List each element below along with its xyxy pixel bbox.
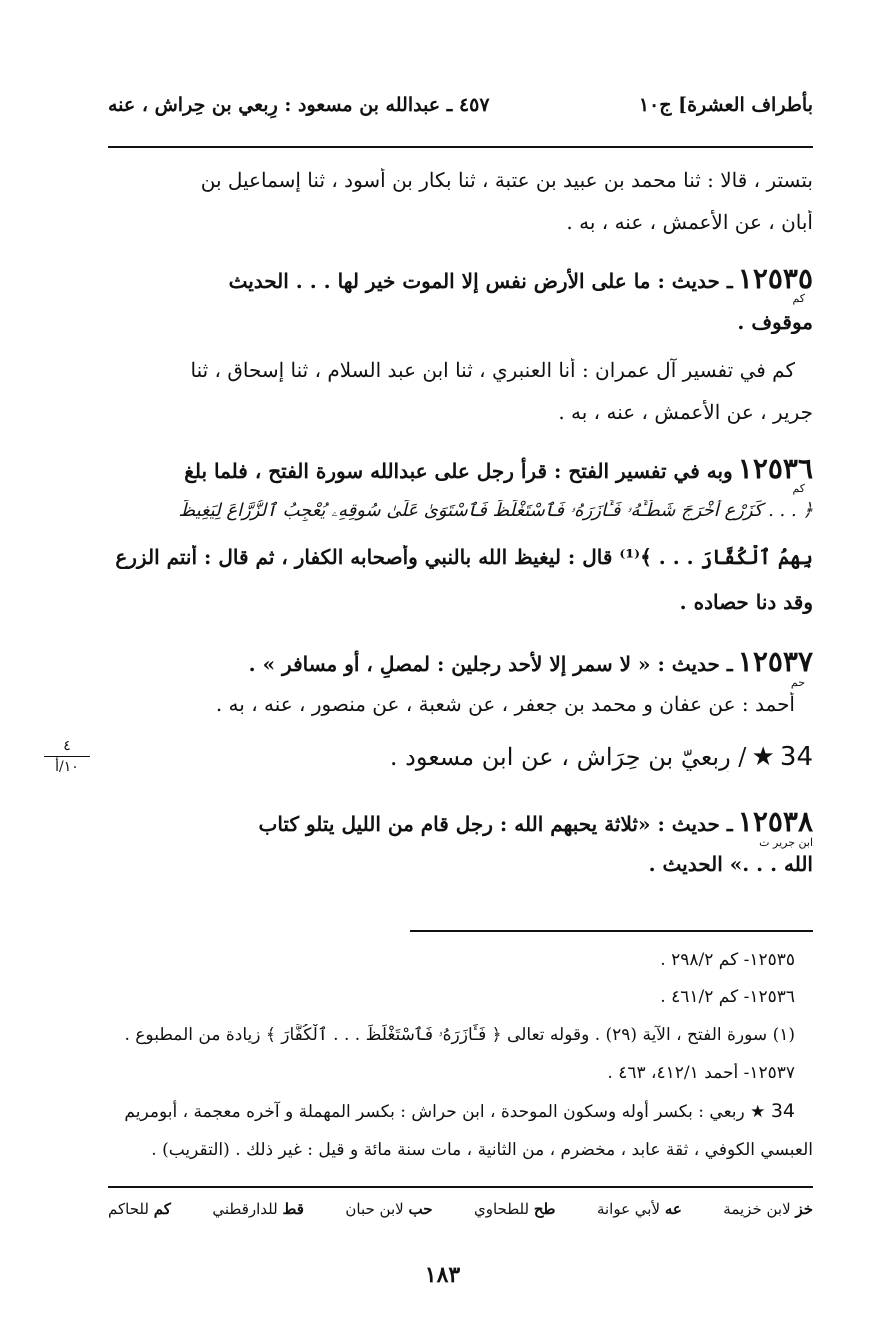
abbreviation-legend <box>108 1200 813 1218</box>
footnote-number: 34 <box>770 1100 795 1122</box>
legend-item: كم للحاكم <box>108 1200 171 1218</box>
header-volume: بأطراف العشرة] ج١٠ <box>638 94 813 116</box>
section-title: / رِبعيّ بن حِرَاش ، عن ابن مسعود . <box>389 743 747 771</box>
margin-note-bottom: ١٠/أ <box>55 759 79 775</box>
body-line: أبان ، عن الأعمش ، عنه ، به . <box>566 210 813 234</box>
hadith-text: ـ حديث : «ثلاثة يحبهم الله : رجل قام من الليل يتلو كتاب <box>258 812 733 836</box>
hadith-12538 <box>108 805 813 838</box>
page-number: ١٨٣ <box>424 1262 461 1288</box>
footnote: العبسي الكوفي ، ثقة عابد ، مخضرم ، من الثانية ، مات سنة مائة و قيل : غير ذلك . (التقريب) . <box>151 1140 813 1160</box>
body-line: بتستر ، قالا : ثنا محمد بن عبيد بن عتبة ، ثنا بكار بن أسود ، ثنا إسماعيل بن <box>200 168 813 192</box>
hadith-number: ١٢٥٣٨ <box>737 805 813 838</box>
hadith-number: ١٢٥٣٧ <box>737 645 813 678</box>
footnote: (١) سورة الفتح ، الآية (٢٩) . وقوله تعالى ﴿ فَـَٔازَرَهُۥ فَٱسْتَغْلَظَ . . . ٱلْكُفَّارَ ﴾ زيادة من المطبوع . <box>124 1025 795 1045</box>
hadith-text-cont: وقد دنا حصاده . <box>679 590 813 614</box>
hadith-12537 <box>108 645 813 678</box>
source-code: ابن جرير ت <box>759 836 813 849</box>
footnote: ١٢٥٣٧- أحمد ٤١٢/١، ٤٦٣ . <box>607 1063 795 1083</box>
footnote-34 <box>108 1100 795 1122</box>
section-34-heading <box>108 742 813 772</box>
legend-item: قط للدارقطني <box>212 1200 304 1218</box>
legend-item: عه لأبي عوانة <box>596 1200 682 1218</box>
isnad-line: أحمد : عن عفان و محمد بن جعفر ، عن شعبة ، عن منصور ، عنه ، به . <box>215 692 795 716</box>
hadith-text-cont: الله . . .» الحديث . <box>648 852 813 876</box>
isnad-line: كم في تفسير آل عمران : أنا العنبري ، ثنا ابن عبد السلام ، ثنا إسحاق ، ثنا <box>190 358 795 382</box>
margin-note-rule <box>44 756 90 757</box>
star-icon: ★ <box>751 742 775 772</box>
margin-note <box>44 738 90 775</box>
hadith-text-cont: بِهِمُ ٱلْكُفَّارَ . . . ﴾⁽¹⁾ قال : ليغيظ الله بالنبي وأصحابه الكفار ، ثم قال : أنتم الزرع <box>115 545 813 569</box>
source-code: حم <box>790 676 805 689</box>
isnad-line: جرير ، عن الأعمش ، عنه ، به . <box>558 400 813 424</box>
quran-verse: ﴿ . . . كَزَرْعٍ أَخْرَجَ شَطْـَٔهُۥ فَـَٔازَرَهُۥ فَٱسْتَغْلَظَ فَٱسْتَوَىٰ عَلَىٰ سُوقِهِۦ يُعْجِبُ ٱلزُّرَّاعَ لِيَغِيظَ <box>178 500 813 521</box>
legend-item: خز لابن خزيمة <box>723 1200 813 1218</box>
hadith-12536 <box>108 452 813 485</box>
legend-item: طح للطحاوي <box>473 1200 556 1218</box>
source-code: كم <box>792 292 805 305</box>
footnote-text: ربعي : بكسر أوله وسكون الموحدة ، ابن حراش : بكسر المهملة و آخره معجمة ، أبومريم <box>124 1102 745 1122</box>
source-code: كم <box>792 482 805 495</box>
footnote: ١٢٥٣٥- كم ٢٩٨/٢ . <box>660 950 795 970</box>
hadith-text-cont: موقوف . <box>737 310 813 334</box>
hadith-text: وبه في تفسير الفتح : قرأ رجل على عبدالله سورة الفتح ، فلما بلغ <box>184 459 733 483</box>
running-header <box>108 94 813 116</box>
star-icon: ★ <box>750 1102 766 1122</box>
hadith-12535 <box>108 262 813 295</box>
hadith-text: ـ حديث : ما على الأرض نفس إلا الموت خير لها . . . الحديث <box>228 269 733 293</box>
header-chapter: ٤٥٧ ـ عبدالله بن مسعود : رِبعي بن حِراش ، عنه <box>108 94 490 116</box>
legend-item: حب لابن حبان <box>345 1200 433 1218</box>
footnote-rule <box>410 930 813 932</box>
header-rule <box>108 146 813 148</box>
section-number: 34 <box>779 742 813 772</box>
hadith-text: ـ حديث : « لا سمر إلا لأحد رجلين : لمصلٍ ، أو مسافر » . <box>248 652 733 676</box>
legend-rule <box>108 1186 813 1188</box>
margin-note-top: ٤ <box>63 738 71 754</box>
hadith-number: ١٢٥٣٥ <box>737 262 813 295</box>
footnote: ١٢٥٣٦- كم ٤٦١/٢ . <box>660 987 795 1007</box>
hadith-number: ١٢٥٣٦ <box>737 452 813 485</box>
